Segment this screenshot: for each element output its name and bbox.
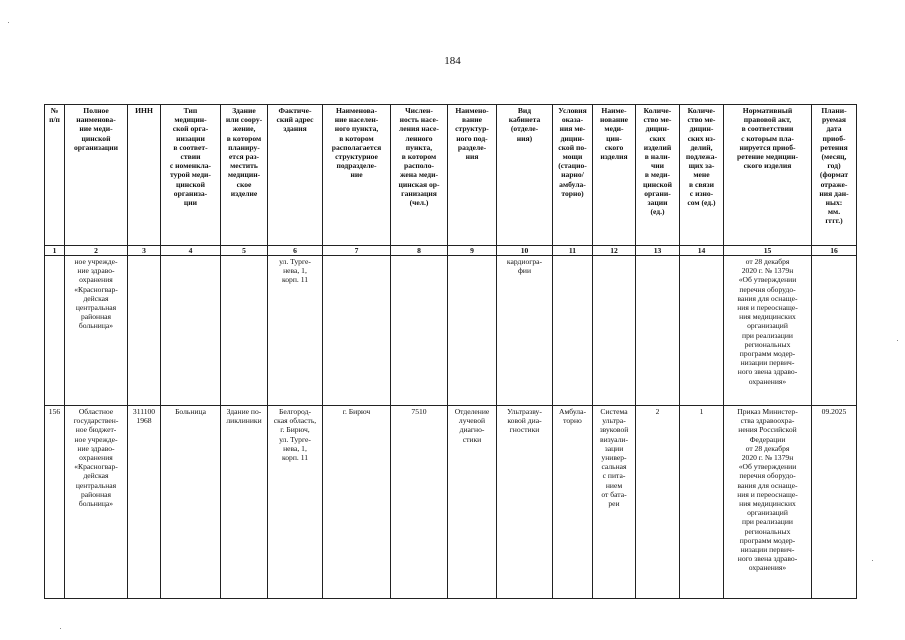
cell-building	[221, 256, 268, 406]
cell-organization: ное учрежде- ние здраво- охранения «Красногвар- дейская центральная районная больница»	[65, 256, 128, 406]
column-number: 12	[593, 246, 636, 256]
cell-device-name: Система ультра- звуковой визуали- зации универ- сальная с пита- нием от бата- реи	[593, 406, 636, 599]
cell-address: Белгород- ская область, г. Бирюч, ул. Турге- нева, 1, корп. 11	[268, 406, 323, 599]
cell-address: ул. Турге- нева, 1, корп. 11	[268, 256, 323, 406]
cell-planned-date: 09.2025	[812, 406, 857, 599]
column-number-row	[45, 246, 857, 256]
column-number: 2	[65, 246, 128, 256]
cell-locality: г. Бирюч	[323, 406, 391, 599]
header-cell: Наименова- ние населен- ного пункта, в котором располагается структурное подразделе- ние	[323, 105, 391, 246]
column-number: 9	[448, 246, 497, 256]
cell-inn	[128, 256, 161, 406]
cell-organization: Областное государствен- ное бюджет- ное учрежде- ние здраво- охранения «Красногвар- дейская центральная районная больница»	[65, 406, 128, 599]
cell-population	[391, 256, 448, 406]
header-cell: № п/п	[45, 105, 65, 246]
cell-org-type: Больница	[161, 406, 221, 599]
header-cell: Наиме- нование меди- цин- ского изделия	[593, 105, 636, 246]
header-cell: Плани- руемая дата приоб- ретения (месяц, год) (формат отраже- ния дан- ных: мм. гггг.)	[812, 105, 857, 246]
cell-cabinet-type: Ультразву- ковой диа- гностики	[497, 406, 553, 599]
table-row	[45, 406, 857, 599]
table-row	[45, 256, 857, 406]
header-cell: Здание или соору- жение, в котором планиру- ется раз- местить медицин- ское изделие	[221, 105, 268, 246]
scan-speck	[897, 340, 898, 341]
cell-device-name	[593, 256, 636, 406]
header-cell: Нормативный правовой акт, в соответствии с которым пла- нируется приоб- ретение медицин- ского изделия	[724, 105, 812, 246]
cell-cabinet-type: кардиогра- фии	[497, 256, 553, 406]
header-cell: Наимено- вание структур- ного под- разделе- ния	[448, 105, 497, 246]
scan-speck	[8, 22, 9, 23]
header-cell: Тип медицин- ской орга- низации в соответ- ствии с номенкла- турой меди- цинской организа- ции	[161, 105, 221, 246]
column-number: 4	[161, 246, 221, 256]
column-number: 7	[323, 246, 391, 256]
column-number: 11	[553, 246, 593, 256]
scan-speck	[60, 628, 61, 629]
page-number: 184	[444, 55, 461, 67]
cell-building: Здание по- ликлиники	[221, 406, 268, 599]
cell-number	[45, 256, 65, 406]
column-number: 13	[636, 246, 680, 256]
cell-care-conditions	[553, 256, 593, 406]
header-cell: Количе- ство ме- дицин- ских из- делий, подлежа- щих за- мене в связи с изно- сом (ед.)	[680, 105, 724, 246]
column-number: 16	[812, 246, 857, 256]
cell-locality	[323, 256, 391, 406]
header-cell: ИНН	[128, 105, 161, 246]
header-cell: Условия оказа- ния ме- дицин- ской по- мощи (стацио- нарно/ амбула- торно)	[553, 105, 593, 246]
cell-qty-available	[636, 256, 680, 406]
cell-qty-replace: 1	[680, 406, 724, 599]
cell-org-type	[161, 256, 221, 406]
header-cell: Полное наименова- ние меди- цинской организации	[65, 105, 128, 246]
column-number: 5	[221, 246, 268, 256]
cell-subdivision	[448, 256, 497, 406]
header-cell: Фактиче- ский адрес здания	[268, 105, 323, 246]
cell-planned-date	[812, 256, 857, 406]
header-row	[45, 105, 857, 246]
cell-legal-act: Приказ Министер- ства здравоохра- нения Российской Федерации от 28 декабря 2020 г. № 1379н «Об утверждении перечня оборудо- вания для оснаще- ния и переоснаще- ния медицинских организаций при реализации региональных программ модер- низации первич- ного звена здраво- охранения»	[724, 406, 812, 599]
cell-number: 156	[45, 406, 65, 599]
cell-inn: 311100 1968	[128, 406, 161, 599]
scan-speck	[872, 560, 873, 561]
cell-qty-available: 2	[636, 406, 680, 599]
equipment-table	[44, 104, 857, 599]
cell-care-conditions: Амбула- торно	[553, 406, 593, 599]
column-number: 6	[268, 246, 323, 256]
header-cell: Вид кабинета (отделе- ния)	[497, 105, 553, 246]
cell-qty-replace	[680, 256, 724, 406]
header-cell: Числен- ность насе- ления насе- ленного пункта, в котором располо- жена меди- цинская ор- ганизация (чел.)	[391, 105, 448, 246]
cell-subdivision: Отделение лучевой диагно- стики	[448, 406, 497, 599]
column-number: 15	[724, 246, 812, 256]
header-cell: Количе- ство ме- дицин- ских изделий в нали- чии в меди- цинской органи- зации (ед.)	[636, 105, 680, 246]
cell-legal-act: от 28 декабря 2020 г. № 1379н «Об утверждении перечня оборудо- вания для оснаще- ния и переоснаще- ния медицинских организаций при реализации региональных программ модер- низации первич- ного звена здраво- охранения»	[724, 256, 812, 406]
cell-population: 7510	[391, 406, 448, 599]
column-number: 10	[497, 246, 553, 256]
column-number: 3	[128, 246, 161, 256]
column-number: 8	[391, 246, 448, 256]
column-number: 1	[45, 246, 65, 256]
column-number: 14	[680, 246, 724, 256]
